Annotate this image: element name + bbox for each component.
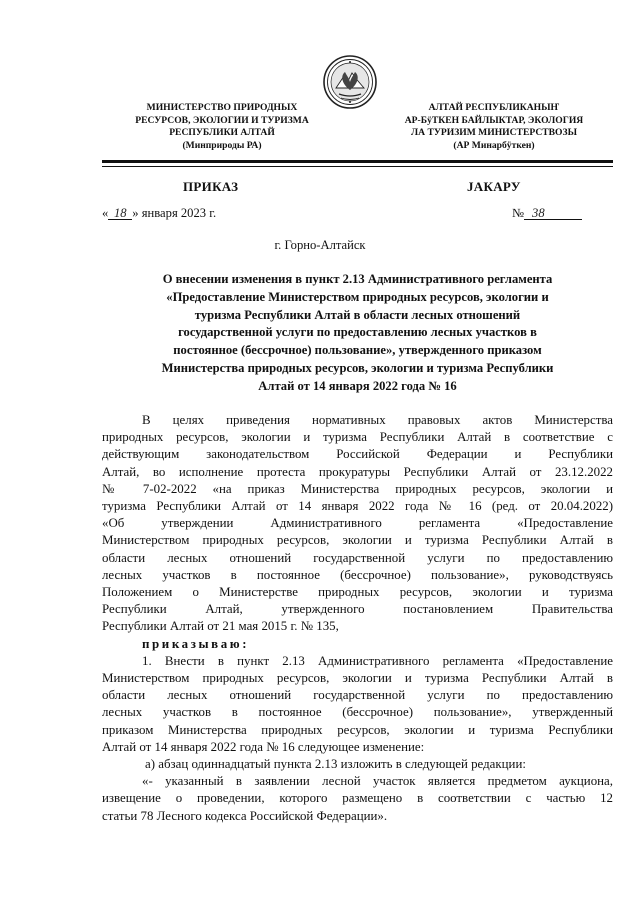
- body-line: статьи 78 Лесного кодекса Российской Федерации».: [102, 808, 388, 823]
- title-line: туризма Республики Алтай в области лесных отношений: [194, 307, 521, 322]
- header-right-line-1: АЛТАЙ РЕСПУБЛИКАНЫҤ: [428, 102, 560, 113]
- doc-type-russian: ПРИКАЗ: [183, 179, 239, 194]
- order-body: [102, 412, 613, 825]
- body-line: действующим законодательством Российской Федерации и Республики: [102, 447, 613, 462]
- body-line: природных ресурсов, экологии и туризма Республики Алтай в соответствие с: [102, 430, 613, 445]
- order-title: [102, 271, 613, 396]
- header-left-line-1: МИНИСТЕРСТВО ПРИРОДНЫХ: [146, 102, 298, 113]
- body-line: Положением о Министерстве природных ресурсов, экологии и туризма: [102, 585, 613, 600]
- title-line: постоянное (бессрочное) пользование», утвержденного приказом: [173, 343, 542, 358]
- city: г. Горно-Алтайск: [274, 238, 366, 252]
- header-left-line-3: РЕСПУБЛИКИ АЛТАЙ: [169, 127, 275, 139]
- title-line: государственной услуги по предоставлению лесных участков в: [178, 325, 537, 340]
- date-month-year: » января 2023 г.: [132, 206, 217, 220]
- body-line: области лесных отношений государственной услуги по предоставлению: [102, 550, 613, 565]
- number-label: №: [512, 206, 525, 220]
- body-line: Алтай, во исполнение протеста прокуратуры Республики Алтай от 23.12.2022: [102, 464, 613, 479]
- header-right-line-3: ЛА ТУРИЗИМ МИНИСТЕРСТВОЗЫ: [410, 127, 578, 139]
- body-line: «Об утверждении Административного регламента «Предоставление: [102, 516, 613, 531]
- body-line: № 7-02-2022 «на приказ Министерства природных ресурсов, экологии и: [102, 481, 613, 496]
- body-line: извещение о проведении, которого размещено в соответствии с частью 12: [102, 791, 613, 806]
- body-line: Республики Алтай, утвержденного постановлением Правительства: [102, 602, 613, 617]
- title-line: О внесении изменения в пункт 2.13 Административного регламента: [162, 272, 553, 286]
- body-line: Министерством природных ресурсов, экологии и туризма Республики Алтай в: [102, 671, 613, 686]
- header-left-line-2: РЕСУРСОВ, ЭКОЛОГИИ И ТУРИЗМА: [135, 114, 309, 126]
- ministry-name-russian: [102, 102, 342, 152]
- body-line: 1. Внести в пункт 2.13 Административного регламента «Предоставление: [142, 653, 613, 668]
- body-line: лесных участков в постоянное (бессрочное) пользование», утвержденный: [102, 705, 613, 720]
- header-left-line-4: (Минприроды РА): [182, 139, 262, 151]
- body-line: приказом Министерства природных ресурсов, экологии и туризма Республики: [102, 722, 613, 737]
- title-line: «Предоставление Министерством природных ресурсов, экологии и: [166, 289, 549, 304]
- body-line: туризма Республики Алтай от 14 января 2022 года № 16 (ред. от 20.04.2022): [102, 499, 613, 514]
- header-divider-thick: [102, 160, 613, 163]
- ministry-name-altai: [362, 102, 626, 152]
- body-line: Министерством природных ресурсов, экологии и туризма Республики Алтай в: [102, 533, 613, 548]
- header-divider-thin: [102, 166, 613, 167]
- number-handwritten: 38: [524, 207, 582, 220]
- body-line: Республики Алтай от 21 мая 2015 г. № 135,: [102, 619, 339, 634]
- date-open-quote: «: [102, 206, 109, 220]
- doc-type-altai: ЈАКАРУ: [467, 179, 521, 194]
- order-verb: приказываю:: [142, 636, 250, 651]
- header-right-line-2: АР-БÿТКЕН БАЙЛЫКТАР, ЭКОЛОГИЯ: [404, 114, 584, 126]
- body-line: области лесных отношений государственной услуги по предоставлению: [102, 688, 613, 703]
- order-number: [512, 206, 582, 221]
- body-line: «- указанный в заявлении лесной участок является предметом аукциона,: [142, 774, 613, 789]
- body-line: а) абзац одиннадцатый пункта 2.13 изложить в следующей редакции:: [145, 757, 526, 772]
- title-line: Министерства природных ресурсов, экологии и туризма Республики: [161, 360, 554, 375]
- body-line: лесных участков в постоянное (бессрочное) пользование», руководствуясь: [102, 567, 613, 582]
- header-right-line-4: (АР Минарбÿткен): [453, 139, 535, 151]
- body-line: Алтай от 14 января 2022 года № 16 следующее изменение:: [102, 739, 425, 754]
- order-date: [102, 206, 216, 221]
- date-day-handwritten: 18: [108, 207, 132, 220]
- body-line: В целях приведения нормативных правовых актов Министерства: [142, 413, 613, 427]
- title-line: Алтай от 14 января 2022 года № 16: [258, 378, 457, 393]
